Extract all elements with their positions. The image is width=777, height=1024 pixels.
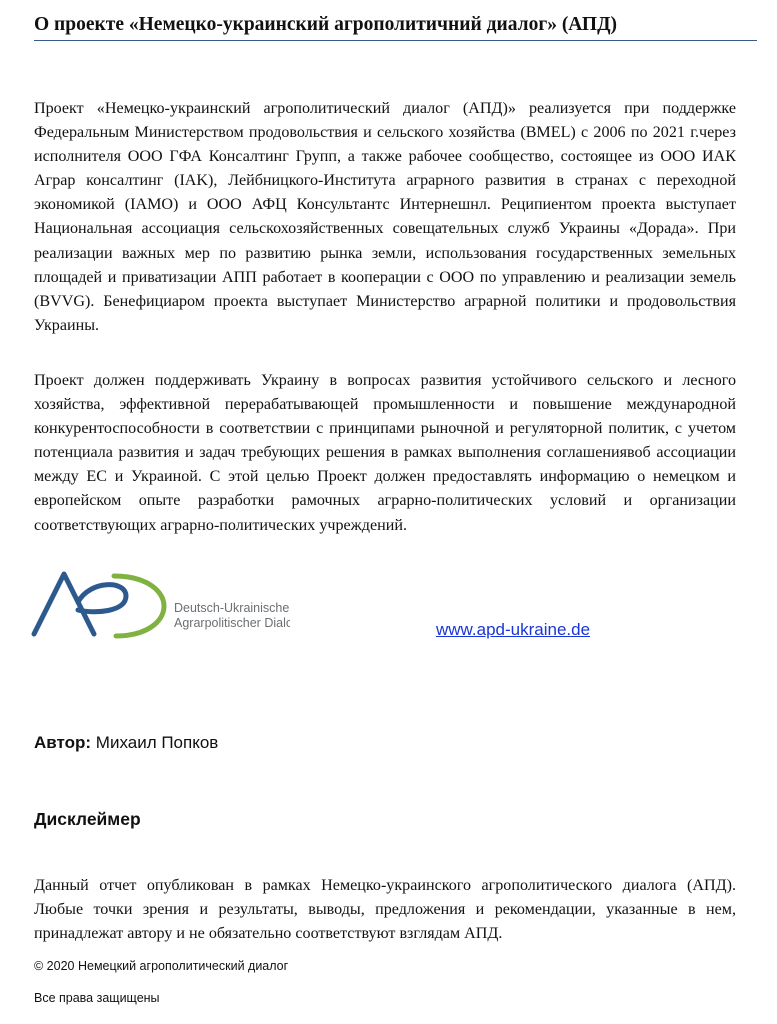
author-name: Михаил Попков xyxy=(95,733,219,752)
apd-logo-graphic xyxy=(30,568,290,640)
logo-text-line2: Agrarpolitischer Dialog xyxy=(174,616,290,630)
logo-text-line1: Deutsch-Ukrainischer xyxy=(174,601,290,615)
disclaimer-text: Данный отчет опубликован в рамках Немецко-украинского агрополитического диалога (АПД). Любые точки зрения и результаты, выводы, предложения и рекомендации, указанные в нем, принадлежат автору и не обязательно соответствуют взглядам АПД. xyxy=(34,877,736,943)
disclaimer-title: Дисклеймер xyxy=(34,809,141,829)
author-line xyxy=(34,733,218,753)
heading-project-name: «Немецко-украинский агрополитичний диалог» (АПД) xyxy=(128,14,617,35)
heading-prefix: О проекте xyxy=(34,14,124,35)
copyright-line: © 2020 Немецкий агрополитический диалог xyxy=(34,959,289,973)
page-heading xyxy=(34,10,757,41)
website-link[interactable]: www.apd-ukraine.de xyxy=(436,620,591,639)
apd-logo xyxy=(30,568,290,640)
author-label: Автор: xyxy=(34,733,92,752)
about-paragraph-2: Проект должен поддерживать Украину в вопросах развития устойчивого сельского и лесного хозяйства, эффективной перерабатывающей промышленности и повышение международной конкурентоспособности в соответствии с принципами рыночной и регуляторной политик, с учетом потенциала развития и задач требующих решения в рамках выполнения соглашениявоб ассоциации между ЕС и Украиной. С этой целью Проект должен предоставлять информацию о немецком и европейском опыте разработки рамочных аграрно-политических условий и организации соответствующих аграрно-политических учреждений. xyxy=(34,372,736,534)
rights-line: Все права защищены xyxy=(34,991,160,1005)
about-paragraph-1: Проект «Немецко-украинский агрополитический диалог (АПД)» реализуется при поддержке Федеральным Министерством продовольствия и сельского хозяйства (BMEL) с 2006 по 2021 г.через исполнителя ООО ГФА Консалтинг Групп, а также рабочее сообщество, состоящее из ООО ИАК Аграр консалтинг (IAK), Лейбницкого-Института аграрного развития в странах с переходной экономикой (IAMO) и ООО АФЦ Консультантс Интернешнл. Реципиентом проекта выступает Национальная ассоциация сельскохозяйственных совещательных служб Украины «Дорада». При реализации важных мер по развитию рынка земли, использования государственных земельных площадей и приватизации АПП работает в кооперации с ООО по управлению и реализации земель (BVVG). Бенефициаром проекта выступает Министерство аграрной политики и продовольствия Украины. xyxy=(34,100,736,334)
